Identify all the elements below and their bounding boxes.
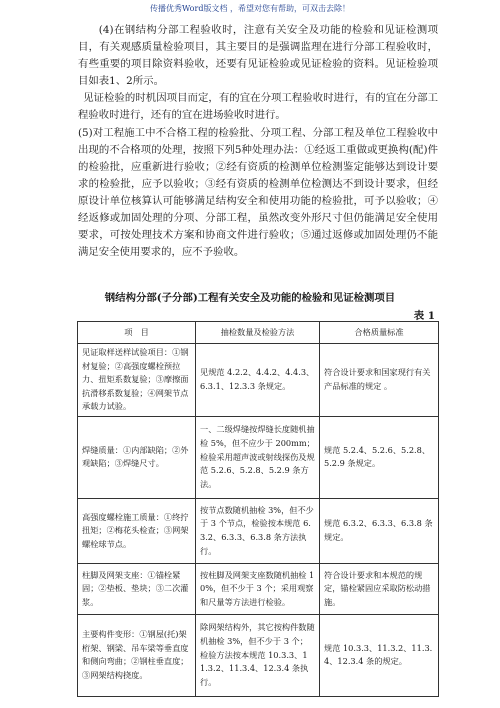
header-item: 项 目 (78, 322, 196, 344)
cell-standard: 规范 5.2.4、5.2.6、5.2.8、5.2.9 条规定。 (320, 416, 439, 498)
cell-item: 主要构件变形：①钢屋(托)架桁架、钢梁、吊车梁等垂直度和侧向弯曲；②钢柱垂直度；③网架结构挠度。 (78, 614, 196, 696)
paragraph-4: (4)在钢结构分部工程验收时，注意有关安全及功能的检验和见证检测项目，有关观感质量检验项目，其主要目的是强调监理在进行分部工程验收时，有些重要的项目除资料验收，还要有见证检验或见证检验的资料。见证检验项目如表1、2所示。 (78, 24, 438, 88)
cell-standard: 符合设计要求和本规范的规定，锚栓紧固应采取防松动措施。 (320, 563, 439, 614)
cell-item: 焊缝质量：①内部缺陷；②外观缺陷；③焊缝尺寸。 (78, 416, 196, 498)
document-banner: 传播优秀Word版文档 ，希望对您有帮助，可双击去除！ (150, 4, 350, 13)
table-number: 表 1 (413, 310, 435, 322)
header-standard: 合格质量标准 (320, 322, 439, 344)
table-row (78, 614, 439, 696)
cell-item: 见证取样送样试验项目：①钢材复验；②高强度螺栓预拉力、扭矩系数复验；③摩擦面抗滑移系数复验；④网架节点承载力试验。 (78, 344, 196, 417)
table-row (78, 416, 439, 498)
cell-standard: 符合设计要求和国家现行有关产品标准的规定 。 (320, 344, 439, 417)
body-text (78, 22, 438, 261)
table-title: 钢结构分部(子分部)工程有关安全及功能的检验和见证检测项目 (104, 292, 396, 304)
inspection-table (77, 321, 439, 697)
cell-method: 见规范 4.2.2、4.4.2、4.4.3、6.3.1、12.3.3 条规定。 (196, 344, 320, 417)
cell-item: 柱脚及网架支座：①锚栓紧固；②垫板、垫块；③二次灌浆。 (78, 563, 196, 614)
table-row (78, 498, 439, 563)
cell-standard: 规范 6.3.2、6.3.3、6.3.8 条规定。 (320, 498, 439, 563)
cell-standard: 规范 10.3.3、11.3.2、11.3.4、12.3.4 条的规定。 (320, 614, 439, 696)
header-method: 抽检数量及检验方法 (196, 322, 320, 344)
cell-method: 除网架结构外，其它按构件数随机抽检 3%，但不少于 3 个；检验方法按本规范 10.3.3、11.3.2、11.3.4、12.3.4 条执行。 (196, 614, 320, 696)
cell-method: 按柱脚及网架支座数随机抽检 10%，但不少于 3 个；采用观察和尺量等方法进行检验。 (196, 563, 320, 614)
table-row (78, 344, 439, 417)
table-header-row (78, 322, 439, 344)
paragraph-5: (5)对工程施工中不合格工程的检验批、分项工程、分部工程及单位工程验收中出现的不合格项的处理，按照下列5种处理办法：①经返工重做或更换构(配)件的检验批，应重新进行验收；②经有资质的检测单位检测鉴定能够达到设计要求的检验批，应予以验收；③经有资质的检测单位检测达不到设计要求，但经原设计单位核算认可能够满足结构安全和使用功能的检验批，可予以验收；④经返修或加固处理的分项、分部工程，虽然改变外形尺寸但仍能满足安全使用要求，可按处理技术方案和协商文件进行验收；⑤通过返修或加固处理仍不能满足安全使用要求的，应不予验收。 (78, 126, 438, 259)
paragraph-timing: 见证检验的时机因项目而定，有的宜在分项工程验收时进行，有的宜在分部工程验收时进行，还有的宜在进场验收时进行。 (78, 92, 438, 122)
table-row (78, 563, 439, 614)
cell-method: 按节点数随机抽检 3%，但不少于 3 个节点，检验按本规范 6.3.2、6.3.3、6.3.8 条方法执行。 (196, 498, 320, 563)
cell-method: 一、二级焊缝按焊缝长度随机抽检 5%，但不应少于 200mm；检验采用超声波或射线探伤及规范 5.2.6、5.2.8、5.2.9 条方法。 (196, 416, 320, 498)
cell-item: 高强度螺栓施工质量：①终拧扭矩；②梅花头检查；③网架螺栓球节点。 (78, 498, 196, 563)
